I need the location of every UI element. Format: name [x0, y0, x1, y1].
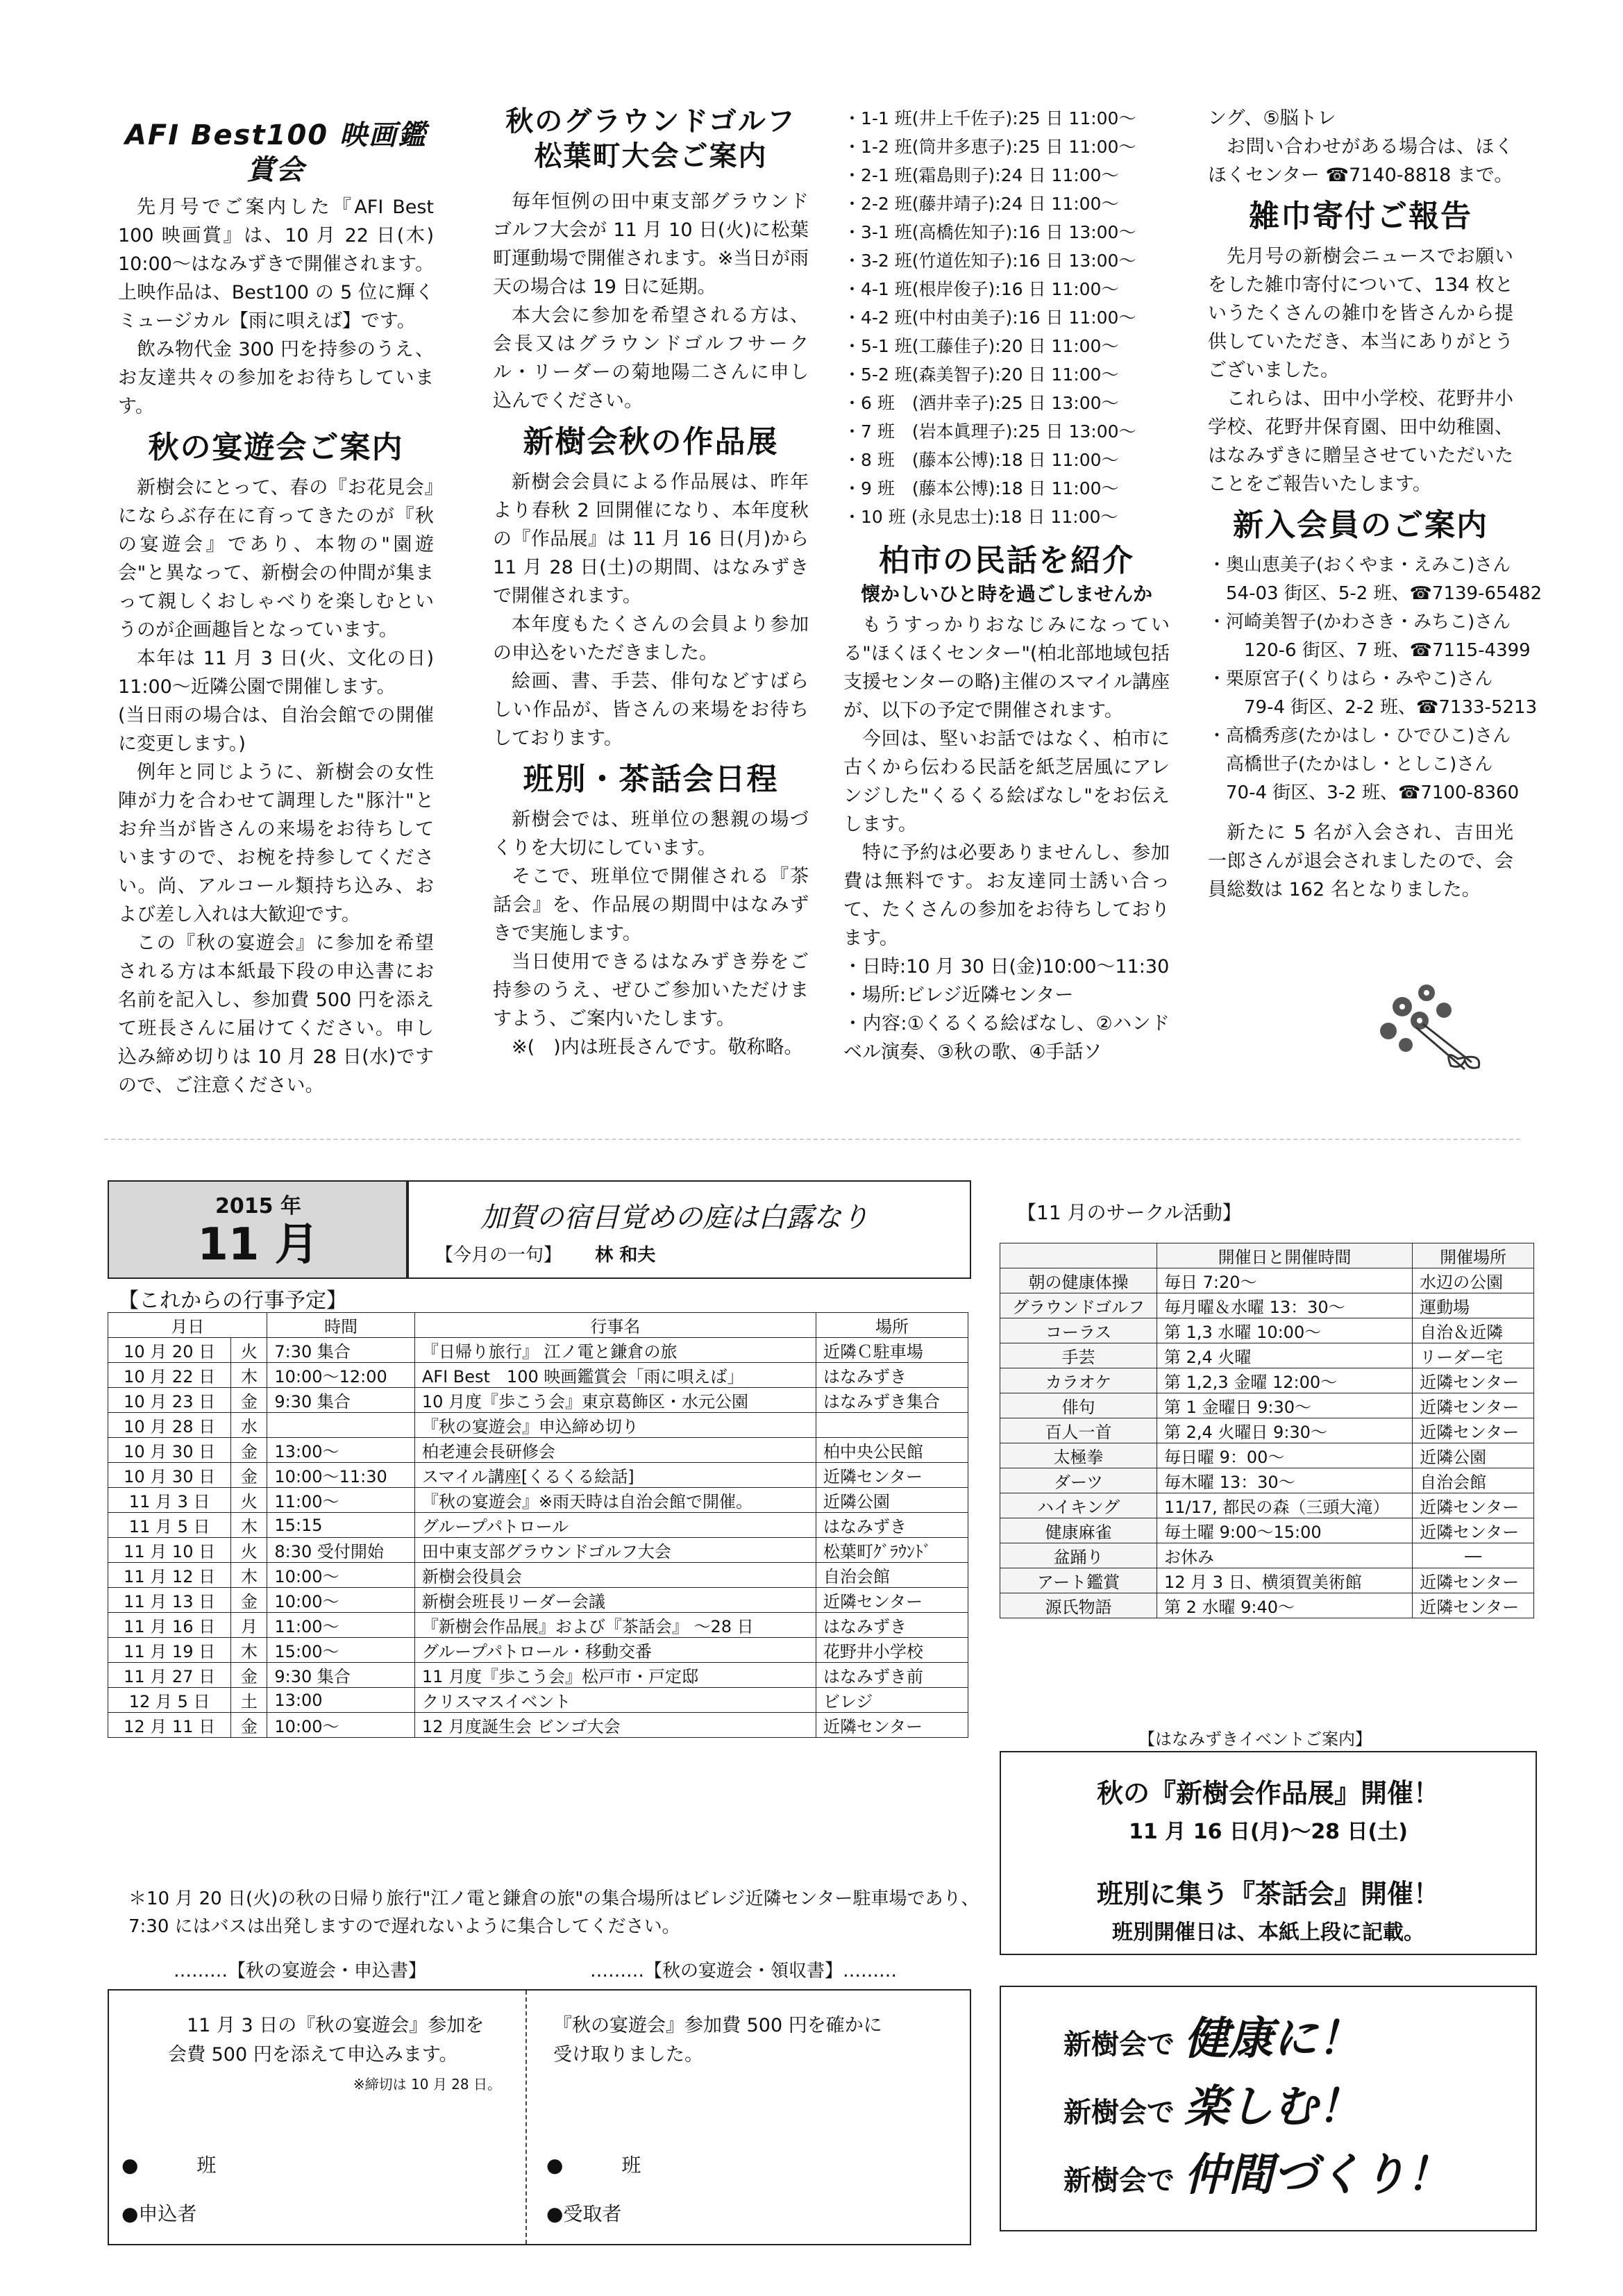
event-cell: スマイル講座[くるくる絵話]	[414, 1463, 816, 1488]
schedule-cell: 第 2 水曜 9:40～	[1157, 1593, 1413, 1618]
folktale-place: ・場所:ビレジ近隣センター	[843, 984, 1074, 1006]
slogan-line-3	[1063, 2151, 1536, 2205]
table-row	[1000, 1468, 1534, 1493]
list-item: ・河崎美智子(かわさき・みちこ)さん	[1208, 612, 1511, 632]
slogan-prefix: 新樹会で	[1063, 2029, 1175, 2061]
table-header	[108, 1313, 968, 1338]
folktale-para-3: 特に予約は必要ありませんし、参加費は無料です。お友達同士誘い合って、たくさんの参加をお待ちしております。	[843, 842, 1170, 949]
place-cell	[816, 1413, 968, 1438]
venue-cell: 近隣センター	[1413, 1368, 1534, 1393]
event-cell: AFI Best 100 映画鑑賞会「雨に唄えば」	[414, 1363, 816, 1388]
table-row	[108, 1713, 968, 1738]
col-place: 場所	[816, 1313, 968, 1338]
col-date: 月日	[108, 1313, 267, 1338]
circle-name-cell: アート鑑賞	[1000, 1568, 1157, 1593]
table-row	[1000, 1418, 1534, 1443]
circle-name-cell: 手芸	[1000, 1343, 1157, 1368]
schedule-cell: お休み	[1157, 1543, 1413, 1568]
date-cell: 10 月 30 日	[108, 1438, 231, 1463]
event-cell: 柏老連会長研修会	[414, 1438, 816, 1463]
receipt-form	[553, 2011, 900, 2070]
table-row	[108, 1463, 968, 1488]
list-item: ・7 班 (岩本眞理子):25 日 13:00～	[843, 421, 1136, 442]
time-cell: 7:30 集合	[267, 1338, 414, 1363]
event-cell: グループパトロール	[414, 1513, 816, 1538]
event-cell: 『秋の宴遊会』申込締め切り	[414, 1413, 816, 1438]
application-text: 11 月 3 日の『秋の宴遊会』参加を会費 500 円を添えて申込みます。	[168, 2015, 485, 2065]
schedule-cell: 第 1,2,3 金曜 12:00～	[1157, 1368, 1413, 1393]
venue-cell: 近隣センター	[1413, 1493, 1534, 1518]
schedule-cell: 第 2,4 火曜	[1157, 1343, 1413, 1368]
weekday-cell: 木	[231, 1513, 267, 1538]
table-row	[108, 1613, 968, 1638]
folktale-date: ・日時:10 月 30 日(金)10:00～11:30	[843, 956, 1170, 978]
rag-donation-heading: 雑巾寄付ご報告	[1249, 199, 1472, 234]
list-item: ・1-1 班(井上千佐子):25 日 11:00～	[843, 108, 1136, 128]
place-cell: はなみずき前	[816, 1663, 968, 1688]
schedule-cell: 毎木曜 13：30～	[1157, 1468, 1413, 1493]
date-cell: 11 月 3 日	[108, 1488, 231, 1513]
table-row	[1000, 1518, 1534, 1543]
schedule-note: ＊10 月 20 日(火)の秋の日帰り旅行"江ノ電と鎌倉の旅"の集合場所はビレジ近隣センター駐車場であり、7:30 にはバスは出発しますので遅れないように集合してください。	[128, 1888, 979, 1937]
weekday-cell: 金	[231, 1713, 267, 1738]
list-item: 120-6 街区、7 班、☎7115-4399	[1244, 640, 1531, 661]
slogan-health: 健康に！	[1184, 2013, 1362, 2065]
month-year: 2015 年	[215, 1194, 301, 1218]
slogan-prefix: 新樹会で	[1063, 2097, 1175, 2129]
table-row	[1000, 1368, 1534, 1393]
table-row	[1000, 1593, 1534, 1618]
time-cell	[267, 1413, 414, 1438]
place-cell: 近隣センター	[816, 1588, 968, 1613]
schedule-cell: 毎日 7:20～	[1157, 1268, 1413, 1293]
place-cell: はなみずき	[816, 1513, 968, 1538]
table-row	[108, 1388, 968, 1413]
enyukai-para-1: 新樹会にとって、春の『お花見会』にならぶ存在に育ってきたのが『秋の宴遊会』であり、本物の"園遊会"と異なって、新樹会の仲間が集まって親しくおしゃべりを楽しむというのが企画趣旨となっています。	[118, 477, 434, 641]
section-divider	[104, 1139, 1520, 1140]
col-datetime: 開催日と開催時間	[1157, 1243, 1413, 1268]
forms-divider	[525, 1991, 527, 2244]
date-cell: 10 月 23 日	[108, 1388, 231, 1413]
place-cell: 近隣センター	[816, 1463, 968, 1488]
table-row	[1000, 1343, 1534, 1368]
event-cell: クリスマスイベント	[414, 1688, 816, 1713]
venue-cell: リーダー宅	[1413, 1343, 1534, 1368]
event-cell: 『新樹会作品展』および『茶話会』 ～28 日	[414, 1613, 816, 1638]
date-cell: 10 月 28 日	[108, 1413, 231, 1438]
table-row	[108, 1563, 968, 1588]
event-line-4: 班別開催日は、本紙上段に記載。	[1112, 1920, 1424, 1945]
date-cell: 11 月 12 日	[108, 1563, 231, 1588]
circle-name-cell: 朝の健康体操	[1000, 1268, 1157, 1293]
receiver-name-field[interactable]: ●受取者	[546, 2202, 622, 2225]
receipt-group-field[interactable]: ● 班	[546, 2154, 641, 2177]
haiku-label: 【今月の一句】	[435, 1245, 562, 1266]
exhibition-heading: 新樹会秋の作品展	[523, 424, 779, 460]
event-cell: 新樹会役員会	[414, 1563, 816, 1588]
table-row	[108, 1688, 968, 1713]
schedule-body	[108, 1338, 968, 1738]
col-event: 行事名	[414, 1313, 816, 1338]
folktale-subheading: 懐かしいひと時を過ごしませんか	[860, 583, 1152, 605]
form-cut-label-1: ………【秋の宴遊会・申込書】	[174, 1961, 427, 1981]
col-time: 時間	[267, 1313, 414, 1338]
slogan-friends: 仲間づくり！	[1184, 2150, 1451, 2201]
date-cell: 11 月 13 日	[108, 1588, 231, 1613]
afi-para-2: 飲み物代金 300 円を持参のうえ、お友達共々の参加をお待ちしています。	[118, 339, 434, 417]
list-item: ・9 班 (藤本公博):18 日 11:00～	[843, 478, 1119, 498]
schedule-cell: 毎日曜 9：00～	[1157, 1443, 1413, 1468]
circle-name-cell: 健康麻雀	[1000, 1518, 1157, 1543]
ggolf-para-1: 毎年恒例の田中東支部グラウンドゴルフ大会が 11 月 10 日(火)に松葉町運動場で開催されます。※当日が雨天の場合は 19 日に延期。	[493, 191, 809, 298]
date-cell: 10 月 30 日	[108, 1463, 231, 1488]
time-cell: 11:00～	[267, 1488, 414, 1513]
place-cell: はなみずき	[816, 1613, 968, 1638]
venue-cell: 近隣センター	[1413, 1593, 1534, 1618]
time-cell: 15:00～	[267, 1638, 414, 1663]
event-cell: 『日帰り旅行』 江ノ電と鎌倉の旅	[414, 1338, 816, 1363]
column-4	[1208, 104, 1542, 904]
enyukai-heading: 秋の宴遊会ご案内	[148, 430, 404, 465]
circle-name-cell: ハイキング	[1000, 1493, 1157, 1518]
weekday-cell: 金	[231, 1588, 267, 1613]
exhibition-para-3: 絵画、書、手芸、俳句などすばらしい作品が、皆さんの来場をお待ちしております。	[493, 671, 809, 749]
list-item: ・6 班 (酒井幸子):25 日 13:00～	[843, 393, 1119, 413]
tea-para-1: 新樹会では、班単位の懇親の場づくりを大切にしています。	[493, 809, 809, 859]
table-row	[1000, 1493, 1534, 1518]
time-cell: 8:30 受付開始	[267, 1538, 414, 1563]
tea-para-2: そこで、班単位で開催される『茶話会』を、作品展の期間中はなみずきで実施します。	[493, 866, 809, 944]
place-cell: 花野井小学校	[816, 1638, 968, 1663]
exhibition-para-1: 新樹会会員による作品展は、昨年より春秋 2 回開催になり、本年度秋の『作品展』は 11 月 16 日(月)から 11 月 28 日(土)の期間、はなみずきで開催されます。	[493, 471, 809, 607]
place-cell: ビレジ	[816, 1688, 968, 1713]
list-item: ・奥山恵美子(おくやま・えみこ)さん	[1208, 555, 1511, 576]
event-cell: 10 月度『歩こう会』東京葛飾区・水元公園	[414, 1388, 816, 1413]
event-line-1: 秋の『新樹会作品展』開催！	[1096, 1778, 1440, 1809]
schedule-cell: 第 1,3 水曜 10:00～	[1157, 1318, 1413, 1343]
list-item: ・5-1 班(工藤佳子):20 日 11:00～	[843, 336, 1119, 356]
enyukai-para-3: (当日雨の場合は、自治会館での開催に変更します。)	[118, 705, 434, 755]
place-cell: 近隣公園	[816, 1488, 968, 1513]
list-item: 70-4 街区、3-2 班、☎7100-8360	[1226, 782, 1520, 803]
date-cell: 10 月 22 日	[108, 1363, 231, 1388]
time-cell: 13:00	[267, 1688, 414, 1713]
list-item: ・2-2 班(藤井靖子):24 日 11:00～	[843, 194, 1119, 214]
event-cell: グループパトロール・移動交番	[414, 1638, 816, 1663]
weekday-cell: 木	[231, 1363, 267, 1388]
venue-cell: 近隣センター	[1413, 1568, 1534, 1593]
flower-bouquet-icon	[1361, 965, 1499, 1097]
application-deadline: ※締切は 10 月 28 日。	[353, 2076, 501, 2093]
folktale-content: ・内容:①くるくる絵ばなし、②ハンドベル演奏、③秋の歌、④手話ソ	[843, 1013, 1170, 1063]
venue-cell: 近隣センター	[1413, 1418, 1534, 1443]
table-row	[1000, 1318, 1534, 1343]
time-cell: 13:00～	[267, 1438, 414, 1463]
haiku-author: 林 和夫	[595, 1245, 656, 1266]
ggolf-heading-2: 松葉町大会ご案内	[534, 140, 768, 172]
place-cell: はなみずき	[816, 1363, 968, 1388]
list-item: ・2-1 班(霜島則子):24 日 11:00～	[843, 165, 1119, 185]
venue-cell: 運動場	[1413, 1293, 1534, 1318]
list-item: ・10 班 (永見忠士):18 日 11:00～	[843, 507, 1118, 527]
date-cell: 11 月 27 日	[108, 1663, 231, 1688]
place-cell: 近隣センター	[816, 1713, 968, 1738]
event-title: 【はなみずきイベントご案内】	[1138, 1729, 1372, 1749]
venue-cell: 自治＆近隣	[1413, 1318, 1534, 1343]
weekday-cell: 金	[231, 1463, 267, 1488]
time-cell: 10:00～	[267, 1563, 414, 1588]
schedule-cell: 毎月曜＆水曜 13：30～	[1157, 1293, 1413, 1318]
weekday-cell: 水	[231, 1413, 267, 1438]
table-row	[108, 1538, 968, 1563]
schedule-cell: 12 月 3 日、横須賀美術館	[1157, 1568, 1413, 1593]
table-row	[108, 1413, 968, 1438]
date-cell: 12 月 11 日	[108, 1713, 231, 1738]
weekday-cell: 木	[231, 1638, 267, 1663]
date-cell: 11 月 10 日	[108, 1538, 231, 1563]
circle-name-cell: 俳句	[1000, 1393, 1157, 1418]
table-row	[108, 1363, 968, 1388]
schedule-cell: 第 2,4 火曜日 9:30～	[1157, 1418, 1413, 1443]
event-line-2: 11 月 16 日(月)～28 日(土)	[1129, 1820, 1408, 1844]
table-row	[108, 1588, 968, 1613]
month-label: 11 月	[197, 1219, 319, 1271]
folktale-para-1: もうすっかりおなじみになっている"ほくほくセンター"(柏北部地域包括支援センターの略)主催のスマイル講座が、以下の予定で開催されます。	[843, 614, 1170, 721]
venue-cell: 近隣センター	[1413, 1393, 1534, 1418]
place-cell: 自治会館	[816, 1563, 968, 1588]
circle-name-cell: 源氏物語	[1000, 1593, 1157, 1618]
venue-cell: 水辺の公園	[1413, 1268, 1534, 1293]
rag-para-1: 先月号の新樹会ニュースでお願いをした雑巾寄付について、134 枚というたくさんの雑巾を皆さんから提供していただき、本当にありがとうございました。	[1208, 246, 1513, 381]
slogan-line-1	[1063, 2015, 1536, 2069]
weekday-cell: 木	[231, 1563, 267, 1588]
date-cell: 11 月 5 日	[108, 1513, 231, 1538]
folktale-heading: 柏市の民話を紹介	[879, 543, 1134, 578]
form-cut-label-2: ………【秋の宴遊会・領収書】………	[590, 1961, 898, 1981]
circle-name-cell: ダーツ	[1000, 1468, 1157, 1493]
weekday-cell: 月	[231, 1613, 267, 1638]
table-row	[108, 1488, 968, 1513]
weekday-cell: 火	[231, 1338, 267, 1363]
col-venue: 開催場所	[1413, 1243, 1534, 1268]
contact-cont-1: ング、⑤脳トレ	[1208, 108, 1336, 129]
event-cell: 11 月度『歩こう会』松戸市・戸定邸	[414, 1663, 816, 1688]
time-cell: 9:30 集合	[267, 1388, 414, 1413]
haiku-credit	[435, 1241, 970, 1266]
time-cell: 15:15	[267, 1513, 414, 1538]
schedule-table	[108, 1312, 968, 1738]
weekday-cell: 金	[231, 1438, 267, 1463]
weekday-cell: 火	[231, 1488, 267, 1513]
date-cell: 11 月 19 日	[108, 1638, 231, 1663]
table-row	[1000, 1393, 1534, 1418]
application-form	[168, 2011, 501, 2099]
table-row	[108, 1513, 968, 1538]
exhibition-para-2: 本年度もたくさんの会員より参加の申込をいただきました。	[493, 614, 809, 664]
receipt-text: 『秋の宴遊会』参加費 500 円を確かに受け取りました。	[553, 2015, 882, 2065]
ggolf-heading-1: 秋のグラウンドゴルフ	[505, 106, 796, 137]
slogan-prefix: 新樹会で	[1063, 2165, 1175, 2197]
time-cell: 9:30 集合	[267, 1663, 414, 1688]
weekday-cell: 土	[231, 1688, 267, 1713]
list-item: ・栗原宮子(くりはら・みやこ)さん	[1208, 669, 1493, 689]
members-total-para: 新たに 5 名が入会され、吉田光一郎さんが退会されましたので、会員総数は 162 名となりました。	[1208, 822, 1513, 900]
rag-para-2: これらは、田中小学校、花野井小学校、花野井保育園、田中幼稚園、はなみずきに贈呈させていただいたことをご報告いたします。	[1208, 388, 1513, 495]
date-cell: 12 月 5 日	[108, 1688, 231, 1713]
time-cell: 10:00～12:00	[267, 1363, 414, 1388]
place-cell: 松葉町ｸﾞﾗｳﾝﾄﾞ	[816, 1538, 968, 1563]
table-row	[108, 1438, 968, 1463]
venue-cell: 近隣センター	[1413, 1518, 1534, 1543]
list-item: ・4-1 班(根岸俊子):16 日 11:00～	[843, 279, 1119, 299]
event-cell: 田中東支部グラウンドゴルフ大会	[414, 1538, 816, 1563]
weekday-cell: 火	[231, 1538, 267, 1563]
table-row	[1000, 1293, 1534, 1318]
schedule-title: 【これからの行事予定】	[118, 1289, 347, 1313]
circle-name-cell: コーラス	[1000, 1318, 1157, 1343]
list-item: 79-4 街区、2-2 班、☎7133-5213	[1244, 697, 1538, 718]
venue-cell: 自治会館	[1413, 1468, 1534, 1493]
group-schedule-list	[843, 104, 1170, 531]
event-cell: 『秋の宴遊会』※雨天時は自治会館で開催。	[414, 1488, 816, 1513]
event-cell: 12 月度誕生会 ビンゴ大会	[414, 1713, 816, 1738]
table-header	[1000, 1243, 1534, 1268]
circle-name-cell: 百人一首	[1000, 1418, 1157, 1443]
table-row	[108, 1663, 968, 1688]
table-row	[1000, 1268, 1534, 1293]
col-circle	[1000, 1243, 1157, 1268]
table-row	[1000, 1543, 1534, 1568]
time-cell: 10:00～	[267, 1588, 414, 1613]
new-members-list	[1208, 551, 1542, 807]
enyukai-para-2: 本年は 11 月 3 日(火、文化の日) 11:00～近隣公園で開催します。	[118, 648, 434, 698]
haiku-text: 加賀の宿目覚めの庭は白露なり	[480, 1202, 869, 1234]
table-row	[1000, 1443, 1534, 1468]
table-row	[108, 1338, 968, 1363]
enyukai-para-5: この『秋の宴遊会』に参加を希望される方は本紙最下段の申込書にお名前を記入し、参加費 500 円を添えて班長さんに届けてください。申し込み締め切りは 10 月 28 日(水)ですので、ご注意ください。	[118, 932, 434, 1096]
folktale-para-2: 今回は、堅いお話ではなく、柏市に古くから伝わる民話を紙芝居風にアレンジした"くるくる絵ばなし"をお伝えします。	[843, 728, 1170, 835]
weekday-cell: 金	[231, 1388, 267, 1413]
time-cell: 10:00～	[267, 1713, 414, 1738]
schedule-cell: 第 1 金曜日 9:30～	[1157, 1393, 1413, 1418]
event-box	[1000, 1751, 1537, 1955]
applicant-name-field[interactable]: ●申込者	[121, 2202, 197, 2225]
event-cell: 新樹会班長リーダー会議	[414, 1588, 816, 1613]
circle-name-cell: カラオケ	[1000, 1368, 1157, 1393]
weekday-cell: 金	[231, 1663, 267, 1688]
month-box	[108, 1180, 409, 1279]
slogan-line-2	[1063, 2083, 1536, 2137]
circle-title: 【11 月のサークル活動】	[1017, 1201, 1242, 1224]
application-group-field[interactable]: ● 班	[121, 2154, 217, 2177]
haiku-box	[406, 1180, 971, 1279]
schedule-cell: 毎土曜 9:00～15:00	[1157, 1518, 1413, 1543]
list-item: ・4-2 班(中村由美子):16 日 11:00～	[843, 308, 1136, 328]
forms-box	[108, 1989, 971, 2245]
contact-cont-2: お問い合わせがある場合は、ほくほくセンター ☎7140-8818 まで。	[1208, 136, 1513, 186]
slogan-enjoy: 楽しむ！	[1184, 2081, 1362, 2133]
date-cell: 11 月 16 日	[108, 1613, 231, 1638]
time-cell: 10:00～11:30	[267, 1463, 414, 1488]
list-item: ・5-2 班(森美智子):20 日 11:00～	[843, 364, 1119, 385]
table-row	[108, 1638, 968, 1663]
column-1	[118, 111, 434, 1100]
tea-para-4: ※( )内は班長さんです。敬称略。	[512, 1037, 803, 1058]
circle-table	[1000, 1243, 1534, 1618]
place-cell: 柏中央公民館	[816, 1438, 968, 1463]
list-item: ・3-1 班(高橋佐知子):16 日 13:00～	[843, 222, 1136, 242]
time-cell: 11:00～	[267, 1613, 414, 1638]
venue-cell: 近隣公園	[1413, 1443, 1534, 1468]
tea-para-3: 当日使用できるはなみずき券をご持参のうえ、ぜひご参加いただけますよう、ご案内いたします。	[493, 951, 809, 1030]
afi-para-1: 先月号でご案内した『AFI Best 100 映画賞』は、10 月 22 日(木) 10:00～はなみずきで開催されます。上映作品は、Best100 の 5 位に輝くミュージカル【雨に唄えば】です。	[118, 196, 434, 332]
ggolf-para-2: 本大会に参加を希望される方は、会長又はグラウンドゴルフサークル・リーダーの菊地陽二さんに申し込んでください。	[493, 305, 809, 412]
place-cell: 近隣Ｃ駐車場	[816, 1338, 968, 1363]
venue-cell: ―	[1413, 1543, 1534, 1568]
event-line-3: 班別に集う『茶話会』開催！	[1096, 1879, 1440, 1909]
tea-party-heading: 班別・茶話会日程	[523, 762, 779, 797]
slogan-box	[1000, 1986, 1537, 2231]
circle-body	[1000, 1268, 1534, 1618]
column-2	[493, 104, 809, 1062]
enyukai-para-4: 例年と同じように、新樹会の女性陣が力を合わせて調理した"豚汁"とお弁当が皆さんの来場をお待ちしていますので、お椀を持参してください。尚、アルコール類持ち込み、および差し入れは大歓迎です。	[118, 762, 434, 925]
table-row	[1000, 1568, 1534, 1593]
column-3	[843, 104, 1170, 1066]
circle-name-cell: 太極拳	[1000, 1443, 1157, 1468]
list-item: 高橋世子(たかはし・としこ)さん	[1226, 754, 1493, 775]
afi-heading: AFI Best100 映画鑑賞会	[124, 119, 428, 186]
place-cell: はなみずき集合	[816, 1388, 968, 1413]
new-members-heading: 新入会員のご案内	[1233, 508, 1488, 543]
list-item: 54-03 街区、5-2 班、☎7139-65482	[1226, 583, 1542, 604]
date-cell: 10 月 20 日	[108, 1338, 231, 1363]
list-item: ・8 班 (藤本公博):18 日 11:00～	[843, 450, 1119, 470]
circle-name-cell: グラウンドゴルフ	[1000, 1293, 1157, 1318]
list-item: ・3-2 班(竹道佐知子):16 日 13:00～	[843, 251, 1136, 271]
list-item: ・1-2 班(筒井多恵子):25 日 11:00～	[843, 137, 1136, 157]
schedule-cell: 11/17, 都民の森（三頭大滝）	[1157, 1493, 1413, 1518]
circle-name-cell: 盆踊り	[1000, 1543, 1157, 1568]
list-item: ・高橋秀彦(たかはし・ひでひこ)さん	[1208, 726, 1511, 746]
